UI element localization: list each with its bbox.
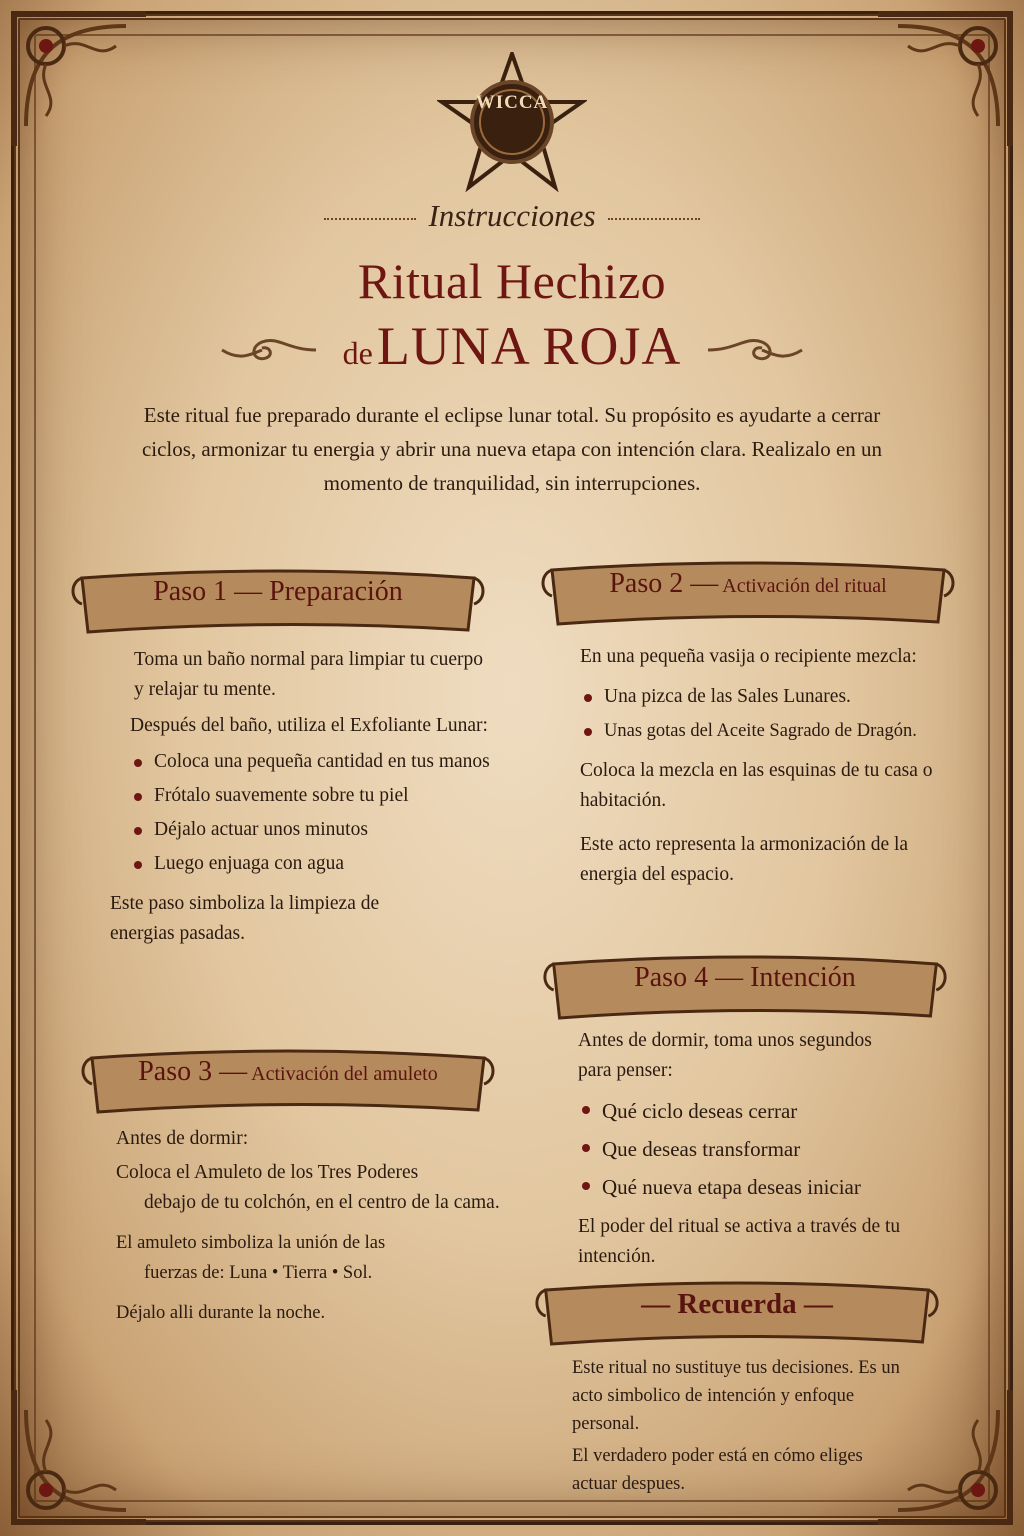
list-item: Una pizca de las Sales Lunares.	[580, 682, 990, 712]
list-item: Coloca una pequeña cantidad en tus manos	[130, 747, 495, 777]
paso-3-heading	[78, 1056, 498, 1088]
corner-ornament-icon	[868, 6, 1018, 156]
paso-3-text-3a: El amuleto simboliza la unión de las	[116, 1233, 386, 1253]
corner-ornament-icon	[6, 6, 156, 156]
pentagram-emblem-icon	[437, 52, 587, 192]
paso-3-heading-num: Paso 3 —	[138, 1056, 248, 1087]
paso-3-text-2a: Coloca el Amuleto de los Tres Poderes	[116, 1162, 419, 1183]
recuerda-heading: — Recuerda —	[641, 1288, 833, 1320]
list-item: Déjalo actuar unos minutos	[130, 815, 495, 845]
paso-2-list	[580, 682, 990, 746]
paso-1-body	[110, 645, 495, 955]
paso-2-heading-sub: Activación del ritual	[722, 575, 887, 597]
list-item: Unas gotas del Aceite Sagrado de Dragón.	[580, 716, 990, 746]
list-item: Qué nueva etapa deseas iniciar	[578, 1170, 978, 1204]
list-item: Qué ciclo deseas cerrar	[578, 1094, 978, 1128]
paso-3-body	[116, 1124, 516, 1334]
paso-1-list	[130, 747, 495, 879]
paso-2-text-2: Coloca la mezcla en las esquinas de tu casa o habitación.	[580, 760, 933, 811]
paso-3-heading-sub: Activación del amuleto	[251, 1063, 438, 1085]
banner-paso-2	[538, 552, 958, 642]
paso-3-text-3b: fuerzas de: Luna • Tierra • Sol.	[144, 1263, 373, 1283]
paso-4-body	[578, 1026, 978, 1278]
paso-3-text-1: Antes de dormir:	[116, 1128, 249, 1149]
paso-2-body	[580, 642, 990, 896]
paso-4-heading: Paso 4 — Intención	[634, 962, 856, 993]
paso-2-heading	[538, 568, 958, 600]
paso-2-text-3: Este acto representa la armonización de la energia del espacio.	[580, 834, 909, 885]
title-de: de	[342, 335, 373, 371]
flourish-left-icon	[218, 330, 318, 370]
emblem-text: WICCA	[475, 92, 549, 113]
paso-4-text-2: El poder del ritual se activa a través de tu intención.	[578, 1216, 901, 1267]
recuerda-body	[572, 1354, 920, 1504]
banner-recuerda	[532, 1272, 942, 1362]
paso-4-text-1: Antes de dormir, toma unos segundos para penser:	[578, 1030, 872, 1081]
paso-1-text-3: Este paso simboliza la limpieza de energias pasadas.	[110, 893, 380, 944]
paso-1-text-1: Toma un baño normal para limpiar tu cuerpo y relajar tu mente.	[134, 649, 483, 700]
paso-1-heading: Paso 1 — Preparación	[153, 576, 403, 607]
list-item: Luego enjuaga con agua	[130, 849, 495, 879]
list-item: Que deseas transformar	[578, 1132, 978, 1166]
flourish-right-icon	[706, 330, 806, 370]
subtitle: Instrucciones	[262, 198, 762, 234]
list-item: Frótalo suavemente sobre tu piel	[130, 781, 495, 811]
intro-paragraph: Este ritual fue preparado durante el eclipse lunar total. Su propósito es ayudarte a cerrar ciclos, armonizar tu energia y abrir una nueva etapa con intención clara. Realizalo en un momento de tranquilidad, sin interrupciones.	[141, 403, 883, 495]
paso-3-text-2b: debajo de tu colchón, en el centro de la cama.	[144, 1192, 500, 1213]
paso-2-text-1: En una pequeña vasija o recipiente mezcla:	[580, 646, 917, 667]
paso-4-list	[578, 1094, 978, 1204]
paso-3-text-4: Déjalo alli durante la noche.	[116, 1303, 326, 1323]
paso-2-heading-num: Paso 2 —	[609, 568, 719, 599]
recuerda-text-1: Este ritual no sustituye tus decisiones. Es un acto simbolico de intención y enfoque personal.	[572, 1358, 900, 1434]
recuerda-text-2: El verdadero poder está en cómo eliges actuar despues.	[572, 1446, 863, 1494]
paso-1-text-2: Después del baño, utiliza el Exfoliante Lunar:	[130, 715, 488, 736]
page-title: Ritual Hechizo	[357, 253, 667, 309]
corner-ornament-icon	[6, 1380, 156, 1530]
title-luna-roja: LUNA ROJA	[376, 316, 682, 376]
banner-paso-4	[540, 946, 950, 1036]
banner-paso-1	[68, 560, 488, 650]
banner-paso-3	[78, 1040, 498, 1130]
